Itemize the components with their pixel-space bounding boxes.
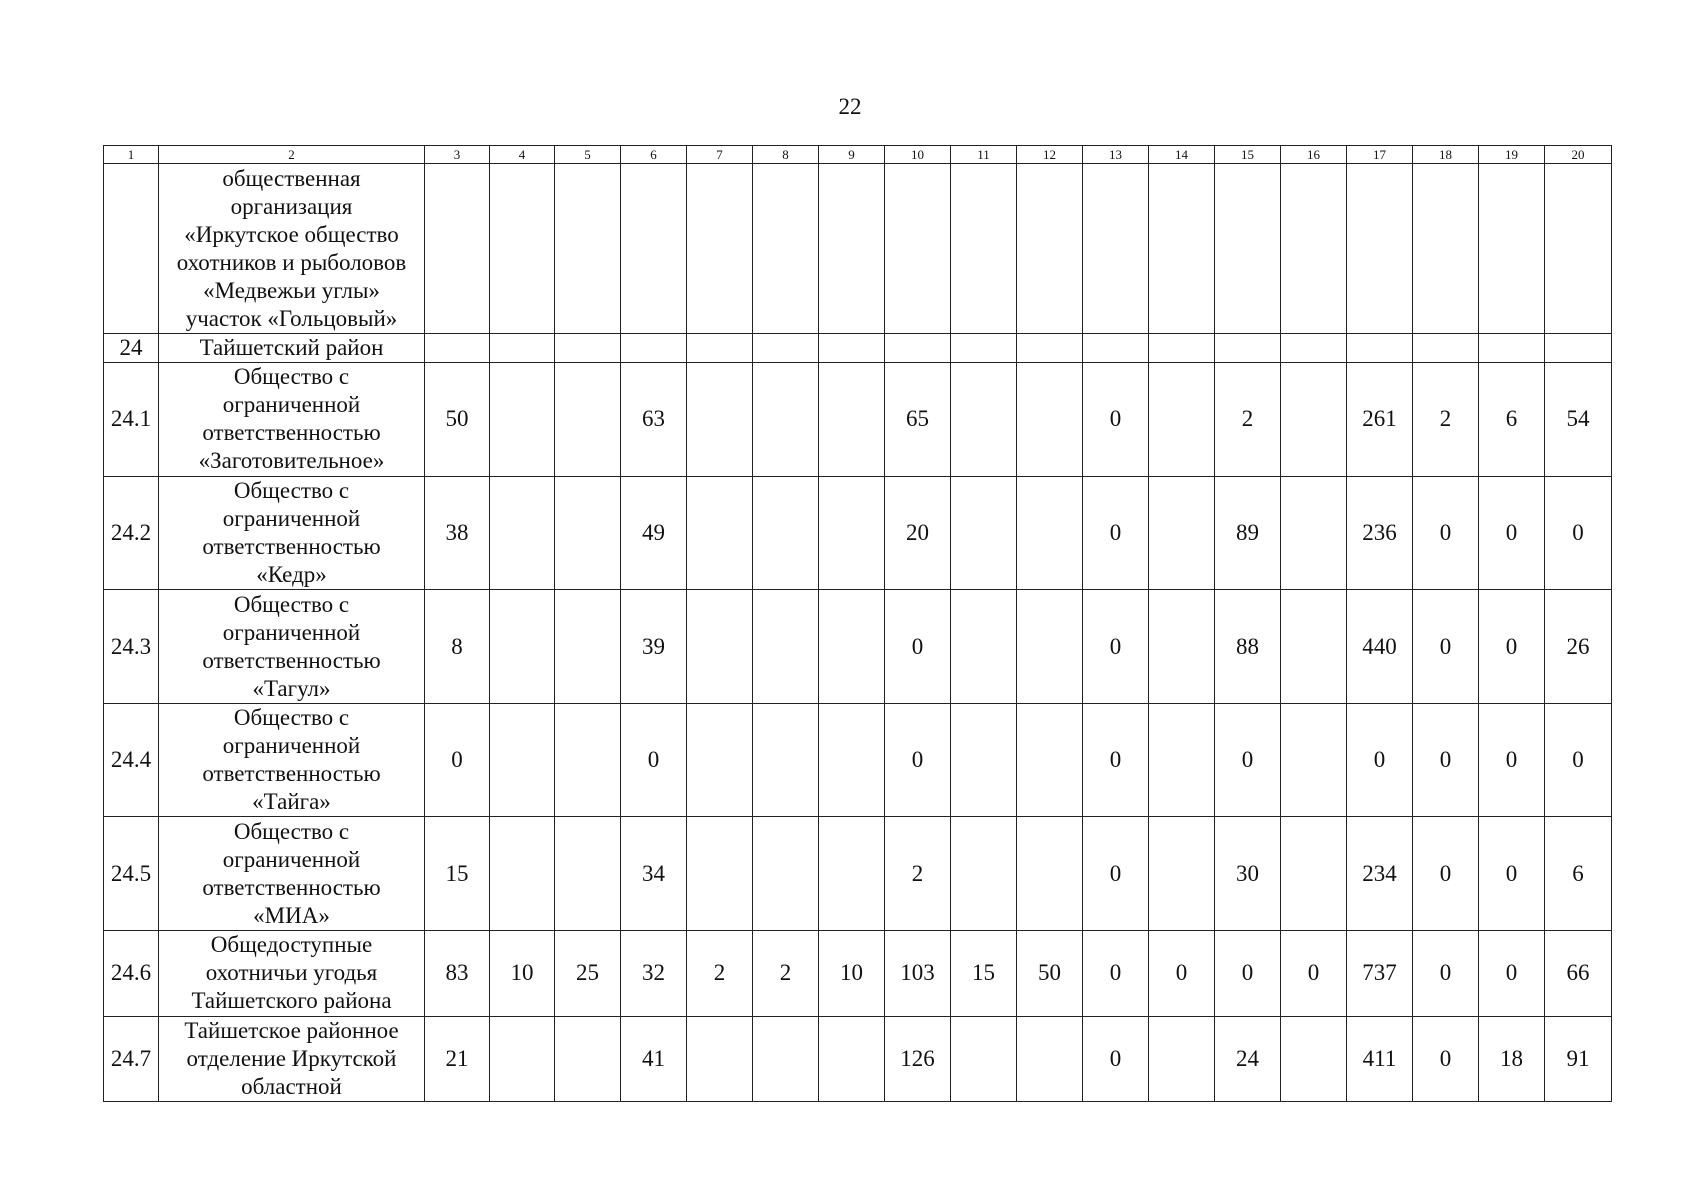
cell-col-4 (490, 1016, 555, 1101)
cell-col-17 (1347, 333, 1413, 362)
cell-col-5 (555, 164, 621, 334)
cell-col-15: 88 (1215, 590, 1281, 704)
cell-col-8 (753, 333, 819, 362)
cell-col-10 (885, 333, 951, 362)
column-header-10: 10 (885, 146, 951, 164)
table-row (104, 703, 1612, 817)
cell-col-19: 0 (1479, 931, 1545, 1016)
cell-col-19: 0 (1479, 817, 1545, 931)
column-header-8: 8 (753, 146, 819, 164)
table-row (104, 817, 1612, 931)
cell-col-3: 50 (425, 363, 490, 477)
cell-col-4 (490, 164, 555, 334)
cell-col-5 (555, 333, 621, 362)
column-header-12: 12 (1017, 146, 1083, 164)
column-header-13: 13 (1083, 146, 1149, 164)
column-header-4: 4 (490, 146, 555, 164)
cell-col-15: 0 (1215, 703, 1281, 817)
cell-col-12 (1017, 476, 1083, 590)
cell-col-18: 0 (1413, 703, 1479, 817)
cell-col-9: 10 (819, 931, 885, 1016)
cell-col-10: 126 (885, 1016, 951, 1101)
cell-col-12 (1017, 703, 1083, 817)
cell-col-3 (425, 164, 490, 334)
cell-col-11: 15 (951, 931, 1017, 1016)
cell-col-13: 0 (1083, 703, 1149, 817)
cell-col-7 (687, 817, 753, 931)
cell-col-5 (555, 703, 621, 817)
cell-col-9 (819, 817, 885, 931)
cell-col-6: 63 (621, 363, 687, 477)
cell-col-4: 10 (490, 931, 555, 1016)
cell-col-7 (687, 363, 753, 477)
cell-col-18: 0 (1413, 931, 1479, 1016)
cell-col-7 (687, 1016, 753, 1101)
cell-col-19 (1479, 333, 1545, 362)
header-row (104, 146, 1612, 164)
table-row (104, 1016, 1612, 1101)
cell-col-16 (1281, 476, 1347, 590)
table-row (104, 931, 1612, 1016)
column-header-18: 18 (1413, 146, 1479, 164)
cell-col-19: 6 (1479, 363, 1545, 477)
cell-col-9 (819, 333, 885, 362)
cell-col-20 (1545, 333, 1612, 362)
cell-col-7 (687, 333, 753, 362)
cell-col-7 (687, 164, 753, 334)
cell-col-19: 0 (1479, 703, 1545, 817)
cell-col-8 (753, 476, 819, 590)
row-id: 24.2 (104, 476, 159, 590)
cell-col-6: 34 (621, 817, 687, 931)
cell-col-19: 0 (1479, 476, 1545, 590)
cell-col-15: 24 (1215, 1016, 1281, 1101)
cell-col-15 (1215, 333, 1281, 362)
cell-col-7: 2 (687, 931, 753, 1016)
cell-col-6 (621, 333, 687, 362)
cell-col-17: 261 (1347, 363, 1413, 477)
cell-col-11 (951, 1016, 1017, 1101)
row-name: Общество с ограниченной ответственностью «Кедр» (159, 476, 425, 590)
data-table (103, 145, 1612, 1102)
cell-col-20: 6 (1545, 817, 1612, 931)
column-header-9: 9 (819, 146, 885, 164)
cell-col-3: 83 (425, 931, 490, 1016)
cell-col-10: 20 (885, 476, 951, 590)
row-name: Общедоступные охотничьи угодья Тайшетского района (159, 931, 425, 1016)
cell-col-12: 50 (1017, 931, 1083, 1016)
cell-col-12 (1017, 363, 1083, 477)
cell-col-10: 0 (885, 703, 951, 817)
cell-col-6: 39 (621, 590, 687, 704)
cell-col-3: 21 (425, 1016, 490, 1101)
cell-col-14 (1149, 590, 1215, 704)
cell-col-11 (951, 703, 1017, 817)
cell-col-14 (1149, 476, 1215, 590)
cell-col-14 (1149, 703, 1215, 817)
cell-col-19: 18 (1479, 1016, 1545, 1101)
cell-col-9 (819, 590, 885, 704)
cell-col-17 (1347, 164, 1413, 334)
cell-col-6: 49 (621, 476, 687, 590)
row-name: Общество с ограниченной ответственностью «Заготовительное» (159, 363, 425, 477)
column-header-6: 6 (621, 146, 687, 164)
cell-col-17: 737 (1347, 931, 1413, 1016)
cell-col-8 (753, 164, 819, 334)
row-name: Общество с ограниченной ответственностью «МИА» (159, 817, 425, 931)
cell-col-3: 0 (425, 703, 490, 817)
cell-col-16: 0 (1281, 931, 1347, 1016)
cell-col-18: 2 (1413, 363, 1479, 477)
column-header-5: 5 (555, 146, 621, 164)
cell-col-15: 30 (1215, 817, 1281, 931)
cell-col-14: 0 (1149, 931, 1215, 1016)
cell-col-20 (1545, 164, 1612, 334)
cell-col-18: 0 (1413, 590, 1479, 704)
cell-col-16 (1281, 1016, 1347, 1101)
cell-col-11 (951, 590, 1017, 704)
cell-col-8 (753, 817, 819, 931)
cell-col-16 (1281, 164, 1347, 334)
cell-col-20: 91 (1545, 1016, 1612, 1101)
column-header-2: 2 (159, 146, 425, 164)
cell-col-9 (819, 1016, 885, 1101)
row-name: Тайшетский район (159, 333, 425, 362)
cell-col-10: 103 (885, 931, 951, 1016)
row-name: Общество с ограниченной ответственностью «Тайга» (159, 703, 425, 817)
cell-col-8 (753, 363, 819, 477)
cell-col-15: 89 (1215, 476, 1281, 590)
table-row (104, 363, 1612, 477)
cell-col-13: 0 (1083, 590, 1149, 704)
cell-col-5 (555, 1016, 621, 1101)
row-id (104, 164, 159, 334)
cell-col-9 (819, 703, 885, 817)
cell-col-3: 15 (425, 817, 490, 931)
cell-col-15: 0 (1215, 931, 1281, 1016)
cell-col-16 (1281, 703, 1347, 817)
column-header-15: 15 (1215, 146, 1281, 164)
cell-col-5: 25 (555, 931, 621, 1016)
cell-col-19: 0 (1479, 590, 1545, 704)
cell-col-17: 411 (1347, 1016, 1413, 1101)
cell-col-11 (951, 333, 1017, 362)
cell-col-9 (819, 476, 885, 590)
cell-col-8 (753, 1016, 819, 1101)
row-id: 24.6 (104, 931, 159, 1016)
row-name: общественная организация «Иркутское общество охотников и рыболовов «Медвежьи углы» участок «Гольцовый» (159, 164, 425, 334)
row-id: 24 (104, 333, 159, 362)
cell-col-11 (951, 476, 1017, 590)
row-id: 24.3 (104, 590, 159, 704)
cell-col-5 (555, 817, 621, 931)
cell-col-4 (490, 817, 555, 931)
cell-col-3 (425, 333, 490, 362)
cell-col-4 (490, 363, 555, 477)
row-id: 24.7 (104, 1016, 159, 1101)
cell-col-18: 0 (1413, 817, 1479, 931)
table-row (104, 164, 1612, 334)
cell-col-17: 236 (1347, 476, 1413, 590)
cell-col-12 (1017, 333, 1083, 362)
cell-col-14 (1149, 333, 1215, 362)
cell-col-14 (1149, 817, 1215, 931)
cell-col-20: 54 (1545, 363, 1612, 477)
table-row (104, 590, 1612, 704)
column-header-19: 19 (1479, 146, 1545, 164)
cell-col-10: 65 (885, 363, 951, 477)
cell-col-11 (951, 164, 1017, 334)
cell-col-18 (1413, 164, 1479, 334)
cell-col-16 (1281, 363, 1347, 477)
cell-col-12 (1017, 817, 1083, 931)
cell-col-4 (490, 476, 555, 590)
cell-col-5 (555, 476, 621, 590)
cell-col-19 (1479, 164, 1545, 334)
cell-col-5 (555, 363, 621, 477)
cell-col-8 (753, 703, 819, 817)
column-header-16: 16 (1281, 146, 1347, 164)
cell-col-9 (819, 363, 885, 477)
row-name: Тайшетское районное отделение Иркутской областной (159, 1016, 425, 1101)
cell-col-13: 0 (1083, 931, 1149, 1016)
column-header-1: 1 (104, 146, 159, 164)
column-header-17: 17 (1347, 146, 1413, 164)
cell-col-14 (1149, 363, 1215, 477)
cell-col-6: 32 (621, 931, 687, 1016)
cell-col-17: 0 (1347, 703, 1413, 817)
row-id: 24.4 (104, 703, 159, 817)
cell-col-13: 0 (1083, 476, 1149, 590)
cell-col-17: 440 (1347, 590, 1413, 704)
cell-col-13 (1083, 333, 1149, 362)
cell-col-12 (1017, 164, 1083, 334)
table-row (104, 476, 1612, 590)
cell-col-20: 66 (1545, 931, 1612, 1016)
cell-col-15: 2 (1215, 363, 1281, 477)
cell-col-8 (753, 590, 819, 704)
cell-col-13: 0 (1083, 1016, 1149, 1101)
column-header-14: 14 (1149, 146, 1215, 164)
cell-col-18 (1413, 333, 1479, 362)
cell-col-11 (951, 817, 1017, 931)
cell-col-6: 41 (621, 1016, 687, 1101)
cell-col-14 (1149, 164, 1215, 334)
cell-col-20: 0 (1545, 476, 1612, 590)
cell-col-5 (555, 590, 621, 704)
cell-col-13: 0 (1083, 363, 1149, 477)
column-header-11: 11 (951, 146, 1017, 164)
cell-col-10 (885, 164, 951, 334)
table-row (104, 333, 1612, 362)
cell-col-10: 0 (885, 590, 951, 704)
cell-col-17: 234 (1347, 817, 1413, 931)
cell-col-7 (687, 476, 753, 590)
cell-col-18: 0 (1413, 476, 1479, 590)
row-name: Общество с ограниченной ответственностью «Тагул» (159, 590, 425, 704)
cell-col-6 (621, 164, 687, 334)
cell-col-9 (819, 164, 885, 334)
column-header-20: 20 (1545, 146, 1612, 164)
cell-col-18: 0 (1413, 1016, 1479, 1101)
cell-col-15 (1215, 164, 1281, 334)
cell-col-7 (687, 703, 753, 817)
cell-col-11 (951, 363, 1017, 477)
cell-col-20: 0 (1545, 703, 1612, 817)
cell-col-8: 2 (753, 931, 819, 1016)
row-id: 24.5 (104, 817, 159, 931)
cell-col-16 (1281, 817, 1347, 931)
cell-col-13 (1083, 164, 1149, 334)
column-header-7: 7 (687, 146, 753, 164)
cell-col-16 (1281, 333, 1347, 362)
page-number: 22 (838, 94, 862, 119)
cell-col-13: 0 (1083, 817, 1149, 931)
cell-col-12 (1017, 1016, 1083, 1101)
cell-col-7 (687, 590, 753, 704)
cell-col-10: 2 (885, 817, 951, 931)
cell-col-16 (1281, 590, 1347, 704)
cell-col-3: 8 (425, 590, 490, 704)
column-header-3: 3 (425, 146, 490, 164)
row-id: 24.1 (104, 363, 159, 477)
cell-col-14 (1149, 1016, 1215, 1101)
cell-col-4 (490, 333, 555, 362)
cell-col-6: 0 (621, 703, 687, 817)
cell-col-12 (1017, 590, 1083, 704)
cell-col-20: 26 (1545, 590, 1612, 704)
cell-col-4 (490, 703, 555, 817)
cell-col-4 (490, 590, 555, 704)
cell-col-3: 38 (425, 476, 490, 590)
